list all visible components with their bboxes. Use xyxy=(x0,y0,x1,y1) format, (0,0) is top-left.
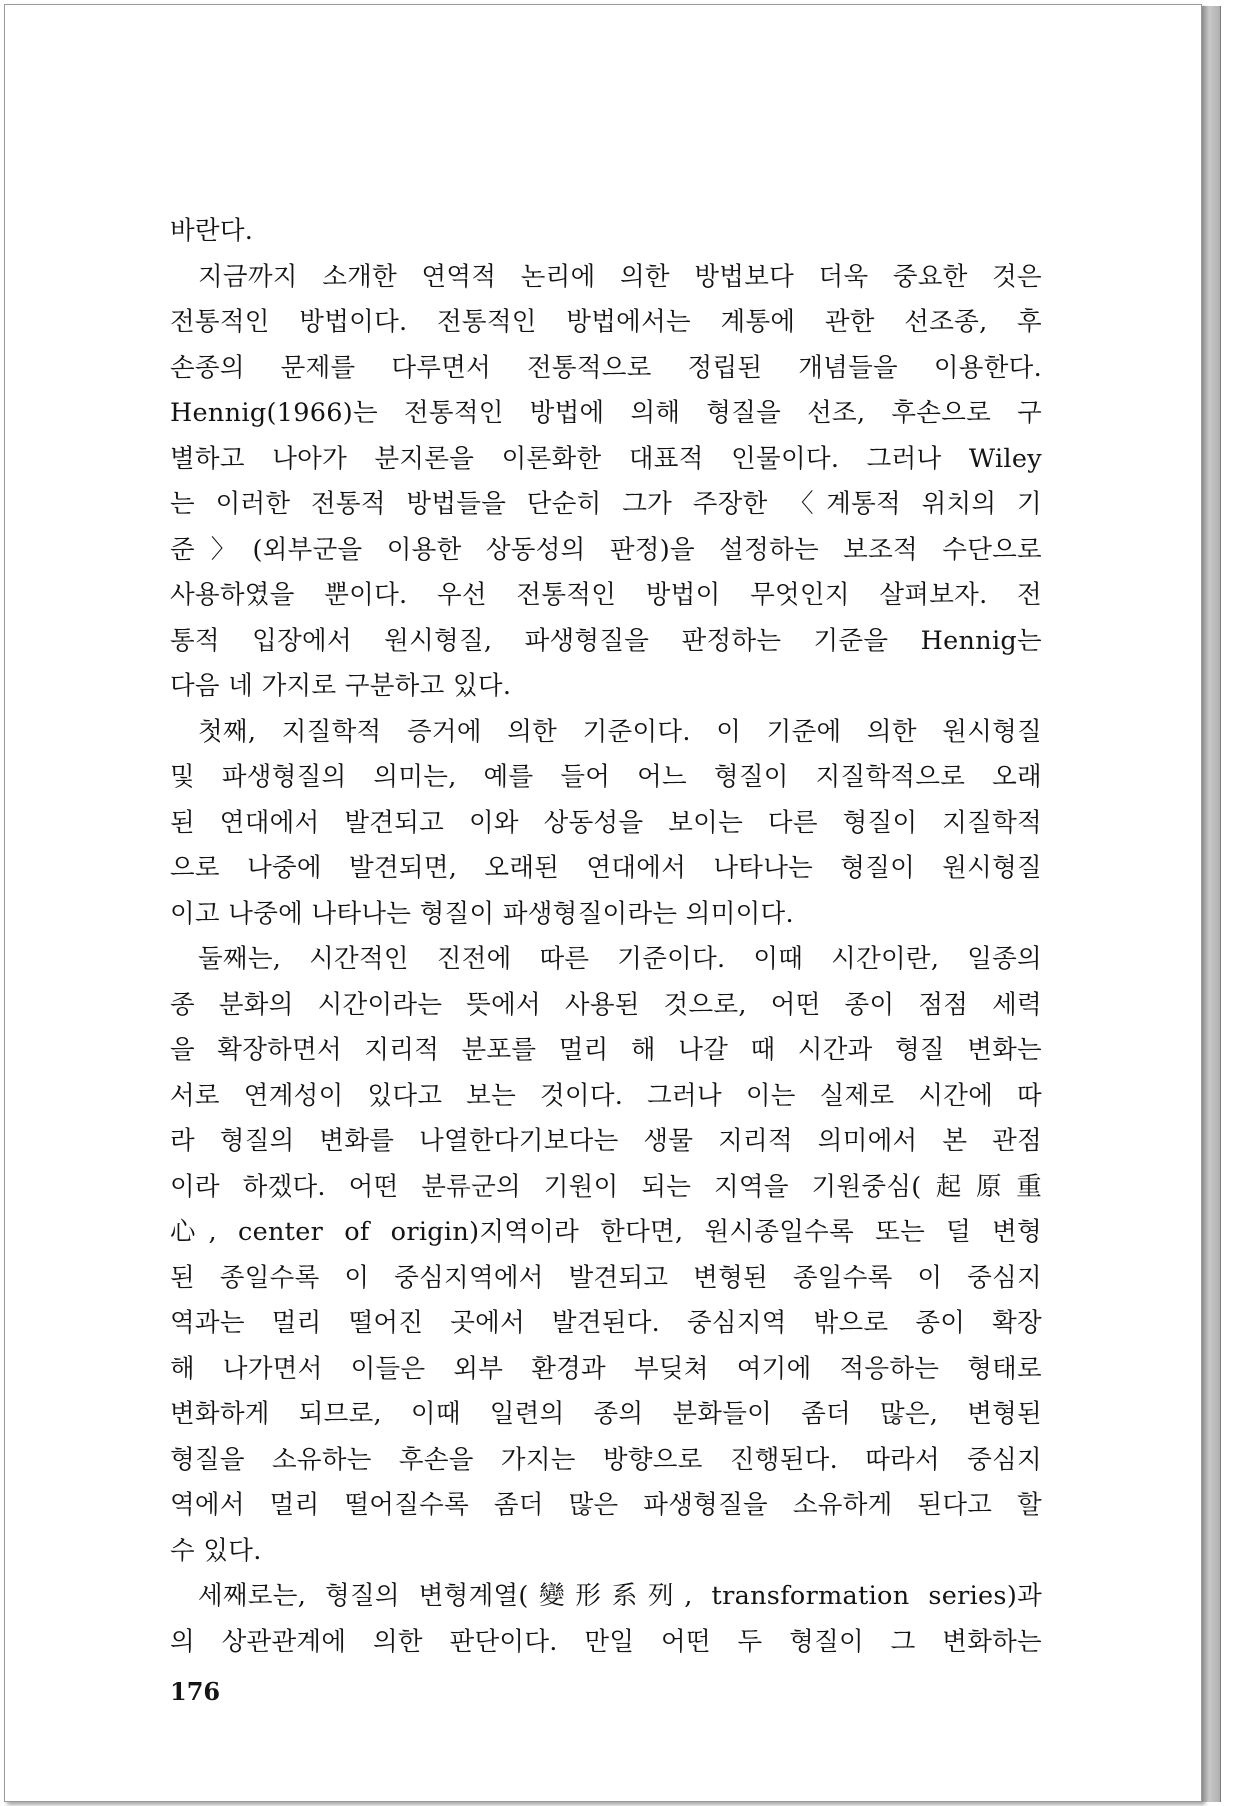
text-line: 의 상관관계에 의한 판단이다. 만일 어떤 두 형질이 그 변화하는 xyxy=(170,1626,1042,1657)
text-line: 心, center of origin)지역이라 한다면, 원시종일수록 또는 덜 변형 xyxy=(170,1217,1042,1247)
text-line: 첫째, 지질학적 증거에 의한 기준이다. 이 기준에 의한 원시형질 xyxy=(198,716,1042,747)
text-line: 역과는 멀리 떨어진 곳에서 발견된다. 중심지역 밖으로 종이 확장 xyxy=(170,1308,1042,1338)
text-line: 라 형질의 변화를 나열한다기보다는 생물 지리적 의미에서 본 관점 xyxy=(170,1126,1042,1156)
text-line: 변화하게 되므로, 이때 일련의 종의 분화들이 좀더 많은, 변형된 xyxy=(170,1399,1042,1429)
text-line: 바란다. xyxy=(170,216,254,246)
text-line: 세째로는, 형질의 변형계열(變形系列, transformation series)과 xyxy=(198,1581,1042,1611)
text-line: 이라 하겠다. 어떤 분류군의 기원이 되는 지역을 기원중심(起原重 xyxy=(170,1171,1042,1202)
text-line: 사용하였을 뿐이다. 우선 전통적인 방법이 무엇인지 살펴보자. 전 xyxy=(170,580,1042,610)
page-number: 176 xyxy=(170,1677,221,1706)
body-text xyxy=(170,209,1042,1665)
text-line: Hennig(1966)는 전통적인 방법에 의해 형질을 선조, 후손으로 구 xyxy=(170,398,1042,428)
text-line: 손종의 문제를 다루면서 전통적으로 정립된 개념들을 이용한다. xyxy=(170,352,1042,383)
text-line: 준〉(외부군을 이용한 상동성의 판정)을 설정하는 보조적 수단으로 xyxy=(170,534,1042,565)
text-line: 역에서 멀리 떨어질수록 좀더 많은 파생형질을 소유하게 된다고 할 xyxy=(170,1490,1042,1520)
text-line: 지금까지 소개한 연역적 논리에 의한 방법보다 더욱 중요한 것은 xyxy=(198,261,1042,292)
text-line: 및 파생형질의 의미는, 예를 들어 어느 형질이 지질학적으로 오래 xyxy=(170,762,1042,792)
text-line: 는 이러한 전통적 방법들을 단순히 그가 주장한 〈계통적 위치의 기 xyxy=(170,489,1042,519)
text-line: 종 분화의 시간이라는 뜻에서 사용된 것으로, 어떤 종이 점점 세력 xyxy=(170,989,1042,1020)
text-line: 수 있다. xyxy=(170,1535,262,1566)
page-stack-edge xyxy=(1202,6,1221,1802)
text-line: 해 나가면서 이들은 외부 환경과 부딪쳐 여기에 적응하는 형태로 xyxy=(170,1353,1042,1384)
text-line: 된 종일수록 이 중심지역에서 발견되고 변형된 종일수록 이 중심지 xyxy=(170,1262,1042,1293)
text-line: 형질을 소유하는 후손을 가지는 방향으로 진행된다. 따라서 중심지 xyxy=(170,1444,1042,1475)
text-line: 둘째는, 시간적인 진전에 따른 기준이다. 이때 시간이란, 일종의 xyxy=(198,944,1042,974)
text-line: 다음 네 가지로 구분하고 있다. xyxy=(170,671,512,701)
text-line: 별하고 나아가 분지론을 이론화한 대표적 인물이다. 그러나 Wiley xyxy=(170,443,1042,474)
text-line: 서로 연계성이 있다고 보는 것이다. 그러나 이는 실제로 시간에 따 xyxy=(170,1080,1042,1111)
text-line: 이고 나중에 나타나는 형질이 파생형질이라는 의미이다. xyxy=(170,898,794,929)
text-line: 된 연대에서 발견되고 이와 상동성을 보이는 다른 형질이 지질학적 xyxy=(170,807,1042,838)
text-line: 을 확장하면서 지리적 분포를 멀리 해 나갈 때 시간과 형질 변화는 xyxy=(170,1035,1042,1065)
text-line: 전통적인 방법이다. 전통적인 방법에서는 계통에 관한 선조종, 후 xyxy=(170,307,1042,337)
text-line: 통적 입장에서 원시형질, 파생형질을 판정하는 기준을 Hennig는 xyxy=(170,625,1042,656)
text-line: 으로 나중에 발견되면, 오래된 연대에서 나타나는 형질이 원시형질 xyxy=(170,853,1042,883)
